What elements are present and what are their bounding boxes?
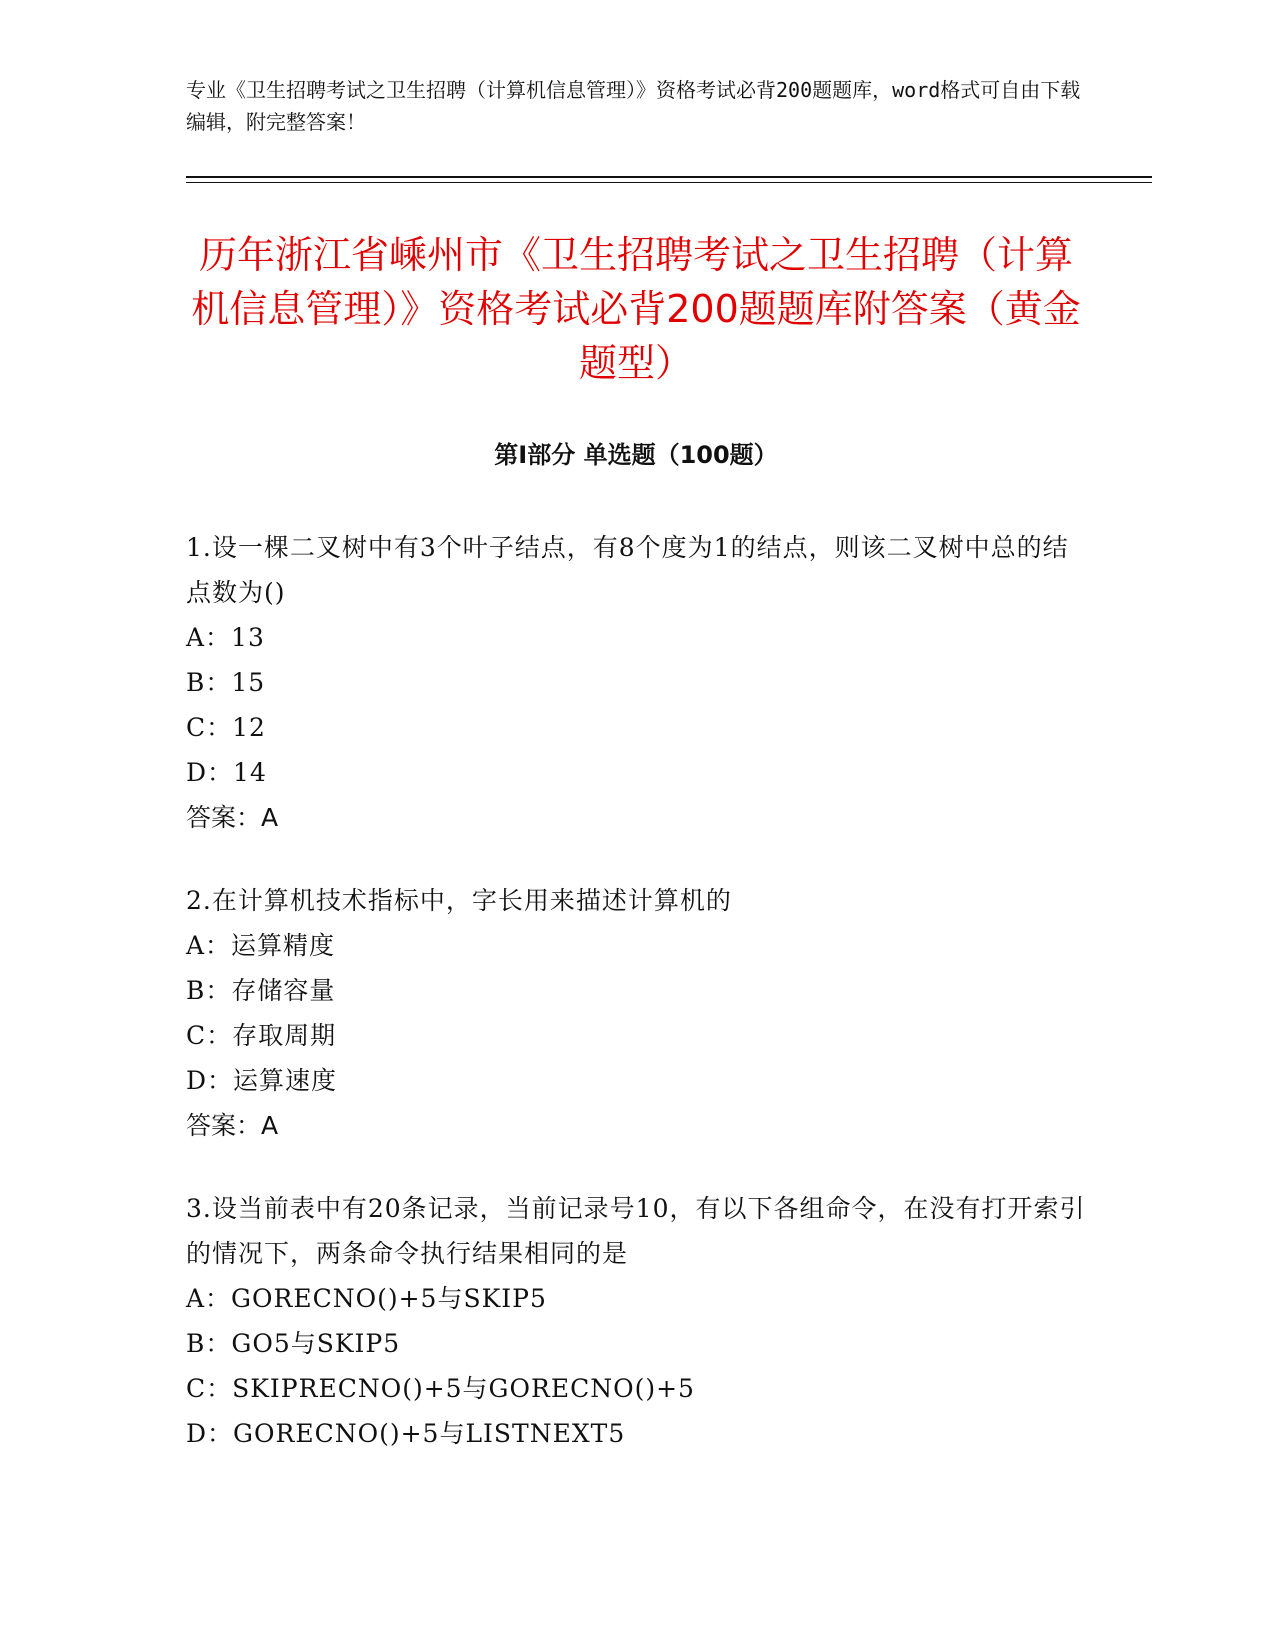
option-a: A：13 <box>186 623 265 652</box>
option-c: C：存取周期 <box>186 1021 337 1050</box>
question-list <box>186 525 1086 1494</box>
header-note: 专业《卫生招聘考试之卫生招聘（计算机信息管理）》资格考试必背200题题库，word格式可自由下载编辑，附完整答案！ <box>186 78 1081 134</box>
question-stem: 2.在计算机技术指标中，字长用来描述计算机的 <box>186 886 732 915</box>
question-stem: 1.设一棵二叉树中有3个叶子结点，有8个度为1的结点，则该二叉树中总的结点数为() <box>186 533 1069 607</box>
option-b: B：存储容量 <box>186 976 336 1005</box>
header-divider-thin <box>186 182 1152 183</box>
question-3 <box>186 1186 1086 1456</box>
option-d: D：GORECNO()+5与LISTNEXT5 <box>186 1419 626 1448</box>
answer-label: 答案：A <box>186 1111 279 1140</box>
option-a: A：GORECNO()+5与SKIP5 <box>186 1284 547 1313</box>
question-2 <box>186 878 1086 1148</box>
answer-label: 答案：A <box>186 803 279 832</box>
header-divider-thick <box>186 176 1152 178</box>
option-b: B：GO5与SKIP5 <box>186 1329 401 1358</box>
document-title: 历年浙江省嵊州市《卫生招聘考试之卫生招聘（计算机信息管理）》资格考试必背200题题库附答案（黄金题型） <box>191 233 1081 385</box>
option-d: D：14 <box>186 758 267 787</box>
option-c: C：12 <box>186 713 266 742</box>
option-b: B：15 <box>186 668 266 697</box>
question-1 <box>186 525 1086 840</box>
option-c: C：SKIPRECNO()+5与GORECNO()+5 <box>186 1374 695 1403</box>
section-title: 第I部分 单选题（100题） <box>494 441 778 469</box>
option-a: A：运算精度 <box>186 931 336 960</box>
question-stem: 3.设当前表中有20条记录，当前记录号10，有以下各组命令，在没有打开索引的情况下，两条命令执行结果相同的是 <box>186 1194 1086 1268</box>
option-d: D：运算速度 <box>186 1066 338 1095</box>
